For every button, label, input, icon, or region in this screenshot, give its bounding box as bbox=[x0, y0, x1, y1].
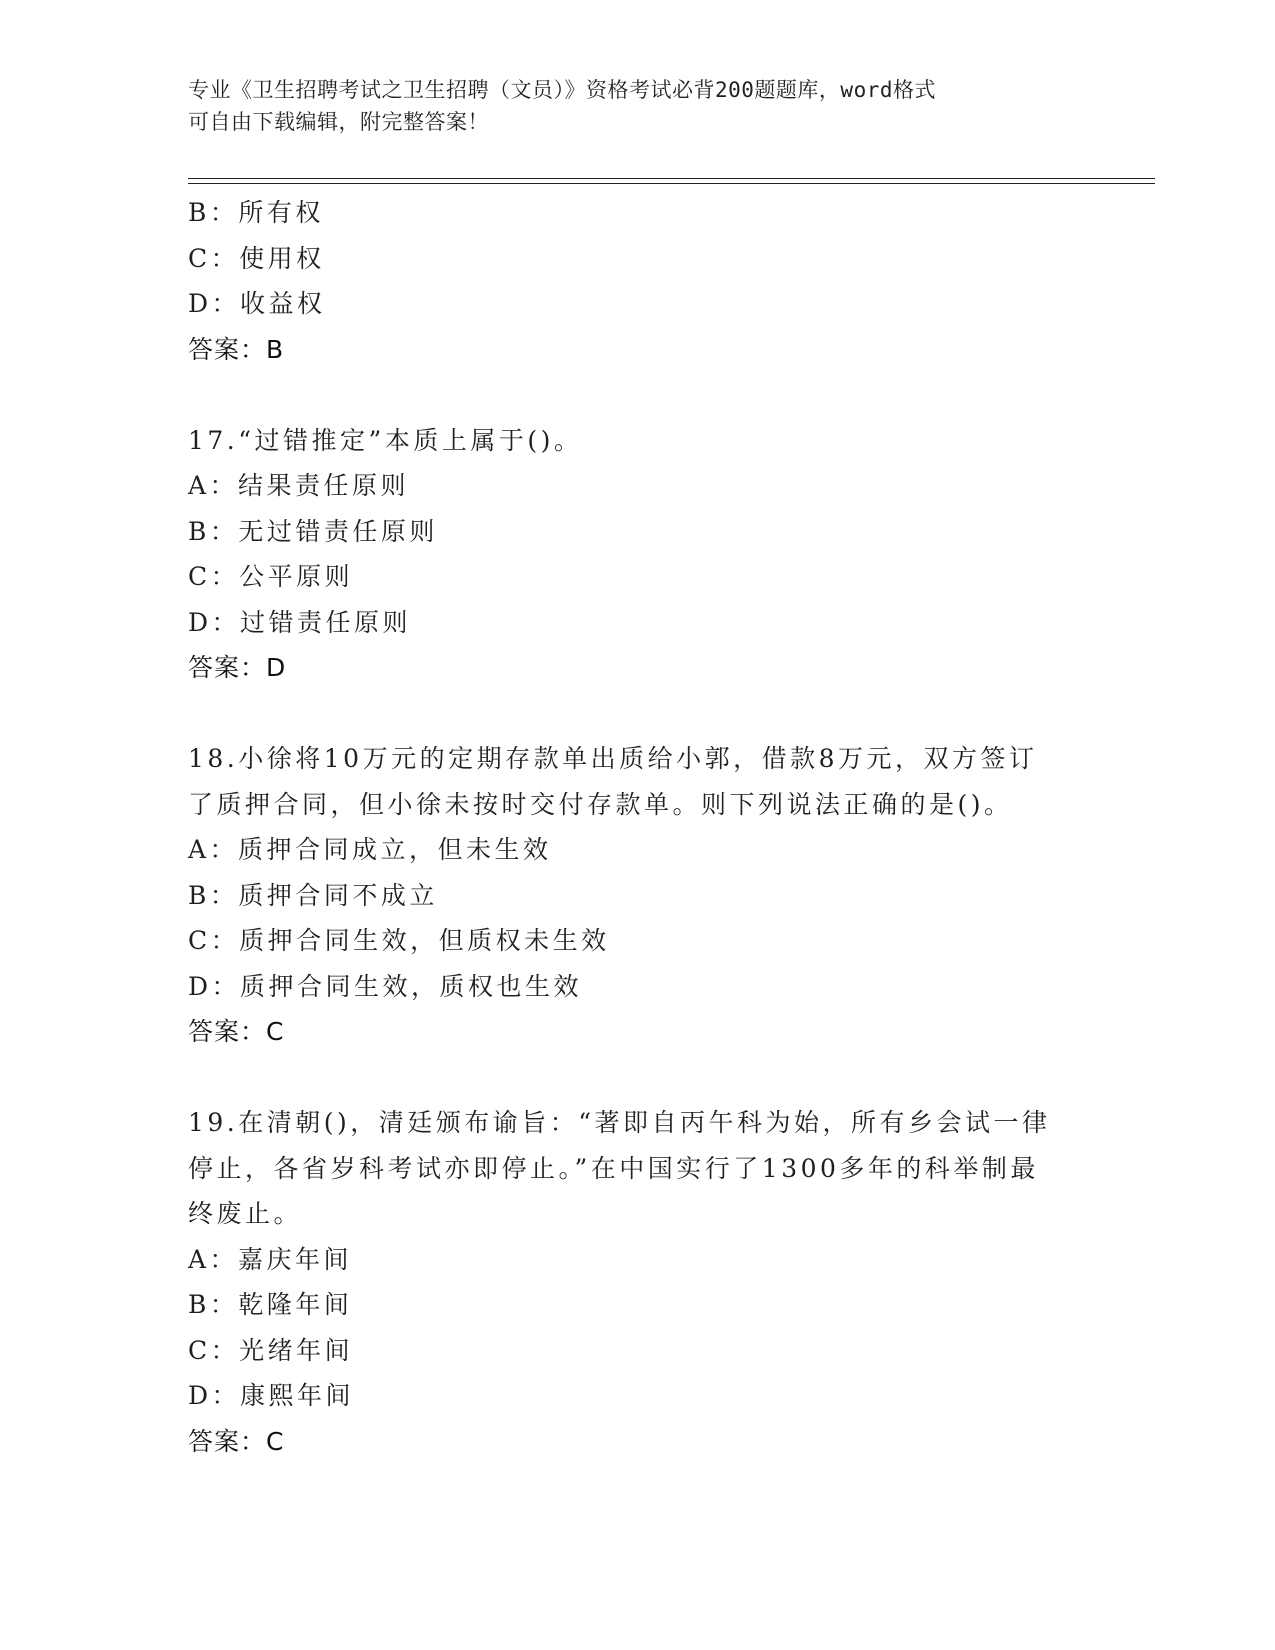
question-17 bbox=[188, 418, 1088, 691]
question-19 bbox=[188, 1100, 1088, 1464]
question-text-line-3: 终废止。 bbox=[188, 1199, 303, 1228]
option-c: C：使用权 bbox=[188, 243, 325, 273]
option-b: B：乾隆年间 bbox=[188, 1290, 353, 1319]
option-c: C：公平原则 bbox=[188, 562, 354, 591]
spacer bbox=[188, 372, 1088, 418]
question-16 bbox=[188, 190, 1088, 372]
question-list bbox=[188, 190, 1088, 1464]
spacer bbox=[188, 1055, 1088, 1101]
document-header bbox=[188, 74, 1088, 138]
option-a: A：结果责任原则 bbox=[188, 471, 410, 500]
header-title-line-1: 专业《卫生招聘考试之卫生招聘（文员）》资格考试必背200题题库，word格式 bbox=[188, 78, 936, 102]
question-text-line-2: 了质押合同，但小徐未按时交付存款单。则下列说法正确的是()。 bbox=[188, 789, 1013, 819]
header-divider-bottom bbox=[188, 183, 1155, 184]
option-b: B：无过错责任原则 bbox=[188, 516, 438, 546]
option-d: D：康熙年间 bbox=[188, 1381, 355, 1410]
header-title-line-2: 可自由下载编辑，附完整答案！ bbox=[188, 110, 489, 134]
option-c: C：质押合同生效，但质权未生效 bbox=[188, 926, 610, 955]
question-text-line-1: 19.在清朝()，清廷颁布谕旨：“著即自丙午科为始，所有乡会试一律 bbox=[188, 1108, 1051, 1137]
option-a: A：嘉庆年间 bbox=[188, 1244, 353, 1274]
option-b: B：质押合同不成立 bbox=[188, 880, 438, 910]
option-d: D：过错责任原则 bbox=[188, 607, 412, 637]
answer: 答案：C bbox=[188, 1426, 285, 1456]
option-a: A：质押合同成立，但未生效 bbox=[188, 835, 552, 864]
question-text-line-2: 停止，各省岁科考试亦即停止。”在中国实行了1300多年的科举制最 bbox=[188, 1153, 1039, 1183]
spacer bbox=[188, 691, 1088, 737]
question-18 bbox=[188, 736, 1088, 1055]
question-text-line-1: 18.小徐将10万元的定期存款单出质给小郭，借款8万元，双方签订 bbox=[188, 744, 1038, 773]
question-text: 17.“过错推定”本质上属于()。 bbox=[188, 425, 583, 455]
option-b: B：所有权 bbox=[188, 198, 324, 227]
header-divider-top bbox=[188, 178, 1155, 179]
answer: 答案：C bbox=[188, 1017, 285, 1046]
option-d: D：收益权 bbox=[188, 289, 326, 318]
answer: 答案：D bbox=[188, 653, 287, 682]
answer: 答案：B bbox=[188, 334, 285, 364]
option-c: C：光绪年间 bbox=[188, 1335, 354, 1365]
option-d: D：质押合同生效，质权也生效 bbox=[188, 971, 583, 1001]
